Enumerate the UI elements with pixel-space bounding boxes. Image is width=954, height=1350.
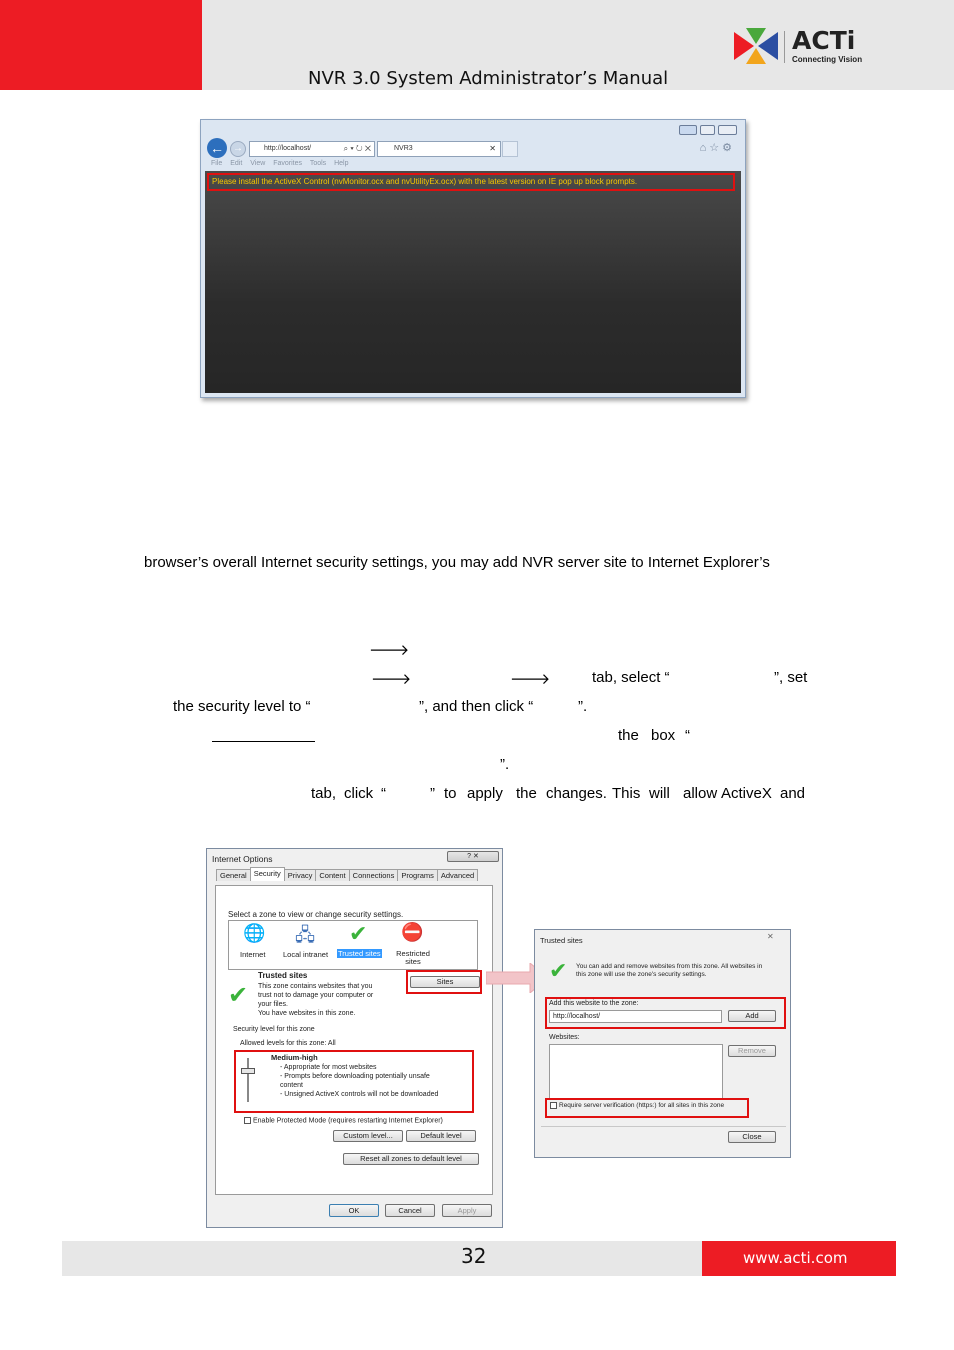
check-icon: ✔ xyxy=(549,958,568,983)
divider xyxy=(541,1126,786,1127)
body-line-3a: tab, select “ xyxy=(592,669,670,686)
zone-desc-4: You have websites in this zone. xyxy=(258,1010,356,1017)
default-level-button[interactable]: Default level xyxy=(406,1130,476,1142)
level-bullet-3: - Unsigned ActiveX controls will not be downloaded xyxy=(280,1091,439,1098)
tab-content[interactable]: Content xyxy=(315,869,349,881)
ie-browser-window xyxy=(200,119,746,398)
body-line-7f: apply xyxy=(467,785,503,802)
zone-local-intranet[interactable]: Local intranet xyxy=(283,950,329,959)
security-panel xyxy=(215,885,493,1195)
body-line-7a: tab, xyxy=(311,785,337,802)
body-line-7c: “ xyxy=(381,785,386,802)
browser-tab[interactable] xyxy=(377,141,501,157)
websites-label: Websites: xyxy=(549,1034,580,1041)
browser-viewport xyxy=(205,171,741,393)
tab-title: NVR3 xyxy=(394,145,413,152)
body-line-5b: box xyxy=(651,727,676,744)
tab-advanced[interactable]: Advanced xyxy=(437,869,478,881)
page-header xyxy=(0,0,954,90)
check-icon: ✔ xyxy=(228,982,249,1009)
manual-title: NVR 3.0 System Administrator’s Manual xyxy=(308,68,669,89)
acti-logo xyxy=(734,28,874,68)
level-bullet-2b: content xyxy=(280,1082,303,1089)
body-line-4a: the security level to “ xyxy=(173,698,311,715)
intranet-icon[interactable]: 🖧 xyxy=(295,925,316,945)
zone-heading: Trusted sites xyxy=(258,971,308,980)
cancel-button[interactable]: Cancel xyxy=(385,1204,435,1217)
trusted-sites-dialog xyxy=(534,929,791,1158)
address-bar[interactable] xyxy=(249,141,375,157)
page-footer xyxy=(62,1241,896,1276)
dialog-title: Internet Options xyxy=(212,854,273,864)
body-line-7i: This xyxy=(612,785,641,802)
level-bullet-1: - Appropriate for most websites xyxy=(280,1064,377,1071)
menu-bar[interactable]: File Edit View Favorites Tools Help xyxy=(211,160,349,167)
body-line-7h: changes. xyxy=(546,785,607,802)
protected-mode-option[interactable] xyxy=(244,1117,443,1124)
body-line-7b: click xyxy=(344,785,374,802)
body-line-5c: “ xyxy=(685,727,690,744)
new-tab-button[interactable] xyxy=(502,141,518,157)
address-controls[interactable]: ⌕ ▾ ↻ ✕ xyxy=(343,144,371,153)
body-line-7e: to xyxy=(444,785,457,802)
body-line-1: browser’s overall Internet security settings, you may add NVR server site to Internet Explorer’s xyxy=(144,554,770,571)
highlight-security-level xyxy=(234,1050,474,1113)
right-arrow-icon: 🡒 xyxy=(371,671,412,688)
close-icon[interactable]: ✕ xyxy=(767,932,774,941)
zone-internet[interactable]: Internet xyxy=(240,950,266,959)
body-line-7k: allow xyxy=(683,785,718,802)
protected-mode-checkbox[interactable] xyxy=(244,1117,251,1124)
tab-general[interactable]: General xyxy=(216,869,251,881)
body-line-7j: will xyxy=(649,785,670,802)
security-level-label: Security level for this zone xyxy=(233,1026,315,1033)
websites-list[interactable] xyxy=(549,1044,723,1100)
close-button[interactable]: Close xyxy=(728,1131,776,1143)
website-link[interactable]: www.acti.com xyxy=(743,1249,848,1267)
add-website-input[interactable]: http://localhost/ xyxy=(549,1010,722,1023)
zone-desc-2: trust not to damage your computer or xyxy=(258,992,374,999)
body-line-6: ”. xyxy=(500,756,510,773)
add-website-label: Add this website to the zone: xyxy=(549,1000,639,1007)
acti-bowtie-icon xyxy=(734,28,778,64)
body-line-5a: the xyxy=(618,727,639,744)
footer-red-block xyxy=(702,1241,896,1276)
maximize-button[interactable] xyxy=(700,125,715,135)
check-icon[interactable]: ✔ xyxy=(349,921,368,946)
body-line-4b: ”, and then click “ xyxy=(419,698,534,715)
restricted-icon[interactable]: ⛔ xyxy=(401,922,424,942)
body-line-3b: ”, set xyxy=(774,669,808,686)
logo-divider xyxy=(784,31,785,63)
require-verification-label: Require server verification (https:) for all sites in this zone xyxy=(559,1102,725,1110)
body-line-7g: the xyxy=(516,785,537,802)
remove-button[interactable]: Remove xyxy=(728,1045,776,1057)
body-line-7l: ActiveX xyxy=(721,785,772,802)
tab-privacy[interactable]: Privacy xyxy=(284,869,317,881)
activex-warning-message: Please install the ActiveX Control (nvMonitor.ocx and nvUtilityEx.ocx) with the latest version on IE pop up block prompts. xyxy=(207,173,735,191)
internet-options-dialog xyxy=(206,848,503,1228)
tab-close-icon[interactable]: ✕ xyxy=(489,144,496,153)
page-number: 32 xyxy=(461,1244,487,1268)
home-star-gear-icons[interactable]: ⌂☆⚙ xyxy=(699,142,735,154)
logo-tagline: Connecting Vision xyxy=(792,55,863,64)
zone-restricted-sites[interactable]: Restricted sites xyxy=(396,949,430,966)
back-arrow-icon[interactable]: ← xyxy=(207,138,227,158)
underline-link xyxy=(212,741,315,742)
zone-desc-3: your files. xyxy=(258,1001,288,1008)
reset-all-zones-button[interactable]: Reset all zones to default level xyxy=(343,1153,479,1165)
tab-connections[interactable]: Connections xyxy=(349,869,399,881)
body-line-7d: ” xyxy=(430,785,435,802)
help-close-buttons[interactable]: ? ✕ xyxy=(447,851,499,862)
trusted-sites-title: Trusted sites xyxy=(540,936,583,945)
custom-level-button[interactable]: Custom level... xyxy=(333,1130,403,1142)
logo-wordmark: ACTi xyxy=(792,26,856,55)
close-window-button[interactable] xyxy=(718,125,737,135)
allowed-levels: Allowed levels for this zone: All xyxy=(240,1040,336,1047)
sites-button[interactable]: Sites xyxy=(410,976,480,988)
highlight-require-verification xyxy=(545,1098,749,1118)
add-button[interactable]: Add xyxy=(728,1010,776,1022)
highlight-sites xyxy=(406,970,482,994)
right-arrow-icon: 🡒 xyxy=(369,642,410,659)
body-line-7m: and xyxy=(780,785,806,802)
ok-button[interactable]: OK xyxy=(329,1204,379,1217)
trusted-desc-2: this zone will use the zone's security settings. xyxy=(576,971,707,978)
right-arrow-icon: 🡒 xyxy=(510,671,551,688)
apply-button[interactable]: Apply xyxy=(442,1204,492,1217)
tab-programs[interactable]: Programs xyxy=(397,869,438,881)
forward-arrow-icon[interactable]: → xyxy=(230,141,246,157)
level-bullet-2: - Prompts before downloading potentially unsafe xyxy=(280,1073,430,1080)
select-zone-text: Select a zone to view or change security settings. xyxy=(228,910,404,919)
globe-icon[interactable]: 🌐 xyxy=(243,923,266,943)
tab-security[interactable]: Security xyxy=(250,867,285,881)
zone-desc-1: This zone contains websites that you xyxy=(258,983,373,990)
protected-mode-label: Enable Protected Mode (requires restarting Internet Explorer) xyxy=(253,1117,443,1125)
body-line-4c: ”. xyxy=(578,698,588,715)
dialog-tabs xyxy=(216,869,477,883)
header-red-block xyxy=(0,0,202,90)
address-text: http://localhost/ xyxy=(264,145,312,152)
zone-list xyxy=(228,920,478,970)
level-name: Medium-high xyxy=(271,1053,318,1062)
highlight-add-website xyxy=(545,997,786,1029)
trusted-desc-1: You can add and remove websites from this zone. All websites in xyxy=(576,963,763,970)
minimize-button[interactable] xyxy=(679,125,697,135)
zone-trusted-sites[interactable]: Trusted sites xyxy=(338,949,381,958)
